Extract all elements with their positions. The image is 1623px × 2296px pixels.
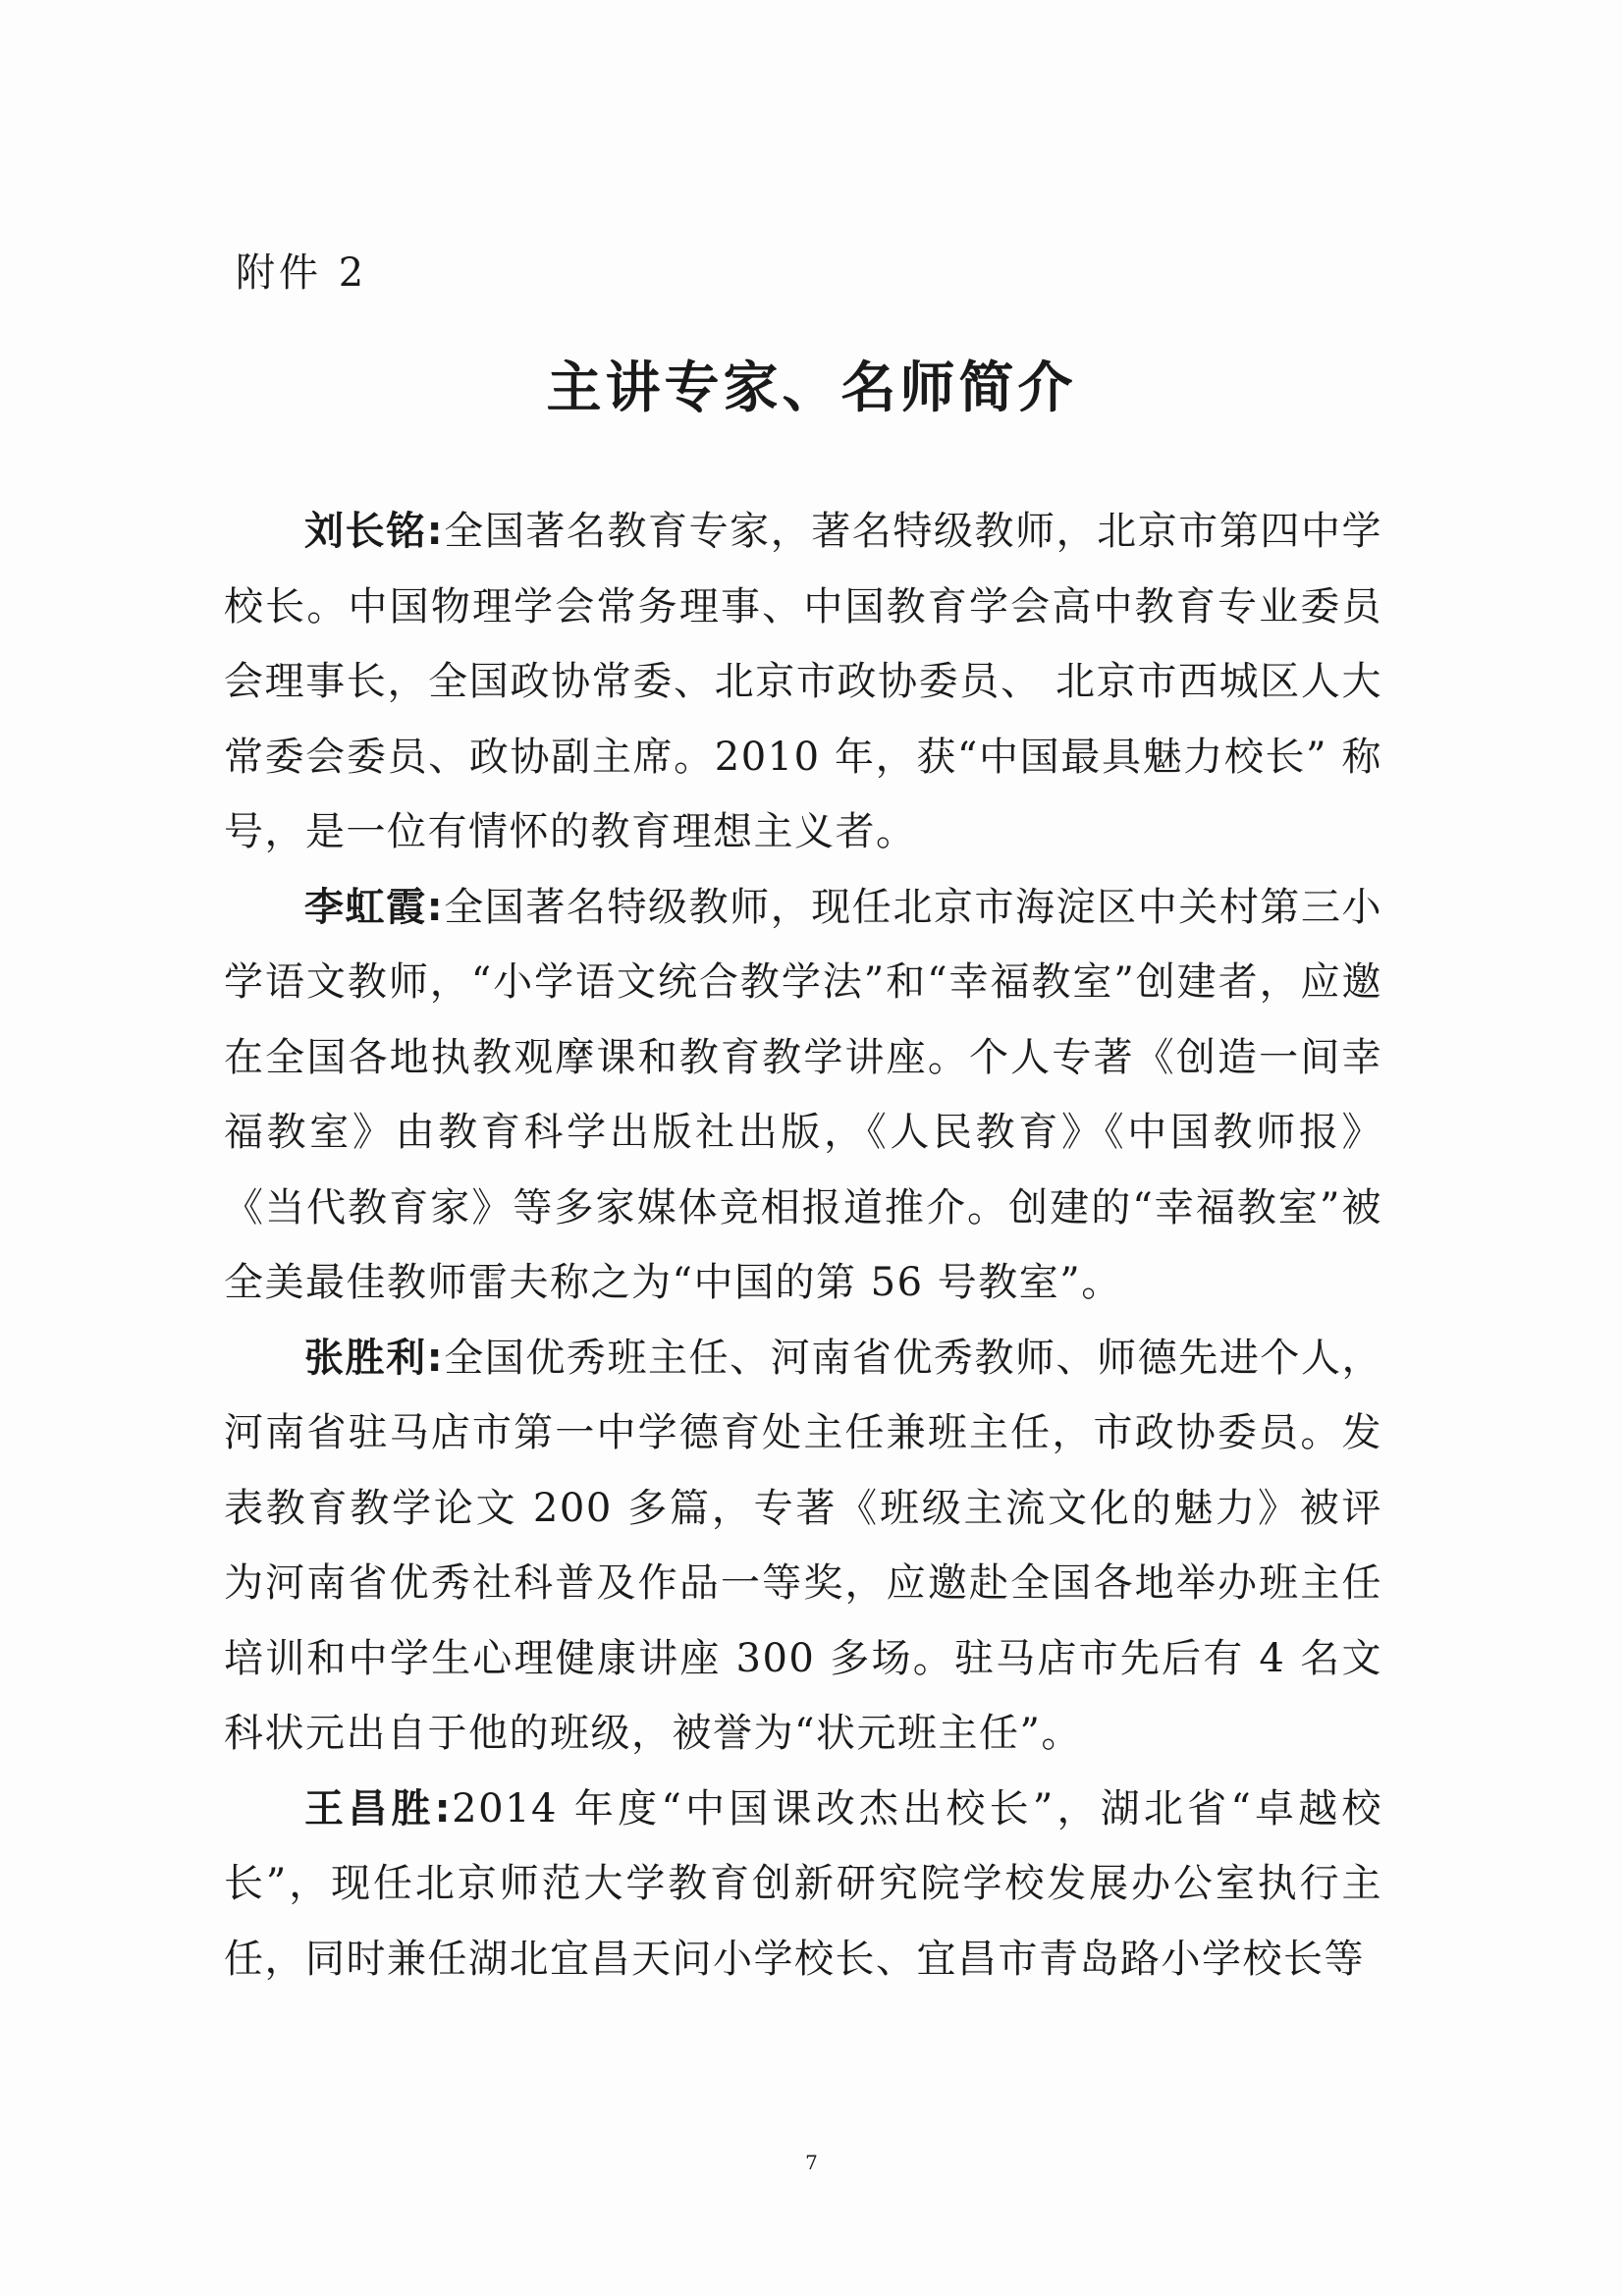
bio-paragraph xyxy=(224,494,1382,870)
bio-name: 刘长铭: xyxy=(304,509,445,554)
bio-text: 全国著名特级教师，现任北京市海淀区中关村第三小学语文教师，“小学语文统合教学法”和“幸福教室”创建者，应邀在全国各地执教观摩课和教育教学讲座。个人专著《创造一间幸福教室》由教育科学出版社出版，《人民教育》《中国教师报》《当代教育家》等多家媒体竞相报道推介。创建的“幸福教室”被全美最佳教师雷夫称之为“中国的第 56 号教室”。 xyxy=(224,884,1382,1305)
bio-name: 王昌胜: xyxy=(304,1785,453,1831)
bio-name: 李虹霞: xyxy=(304,884,445,930)
bio-paragraph xyxy=(224,1321,1382,1772)
document-title: 主讲专家、名师简介 xyxy=(546,356,1077,420)
bio-name: 张胜利: xyxy=(304,1335,445,1381)
bio-list xyxy=(224,494,1382,1996)
bio-text: 全国著名教育专家，著名特级教师，北京市第四中学校长。中国物理学会常务理事、中国教育学会高中教育专业委员会理事长，全国政协常委、北京市政协委员、 北京市西城区人大常委会委员、政协副主席。2010 年，获“中国最具魅力校长” 称号，是一位有情怀的教育理想主义者。 xyxy=(224,509,1382,854)
page-number: 7 xyxy=(805,2151,818,2174)
attachment-label: 附件 2 xyxy=(236,250,368,296)
bio-text: 全国优秀班主任、河南省优秀教师、师德先进个人，河南省驻马店市第一中学德育处主任兼班主任，市政协委员。发表教育教学论文 200 多篇，专著《班级主流文化的魅力》被评为河南省优秀社科普及作品一等奖，应邀赴全国各地举办班主任培训和中学生心理健康讲座 300 多场。驻马店市先后有 4 名文科状元出自于他的班级，被誉为“状元班主任”。 xyxy=(224,1335,1382,1756)
bio-text: 2014 年度“中国课改杰出校长”，湖北省“卓越校长”，现任北京师范大学教育创新研究院学校发展办公室执行主任，同时兼任湖北宜昌天问小学校长、宜昌市青岛路小学校长等 xyxy=(224,1785,1383,1982)
bio-paragraph xyxy=(224,870,1382,1321)
bio-paragraph xyxy=(224,1772,1382,1997)
